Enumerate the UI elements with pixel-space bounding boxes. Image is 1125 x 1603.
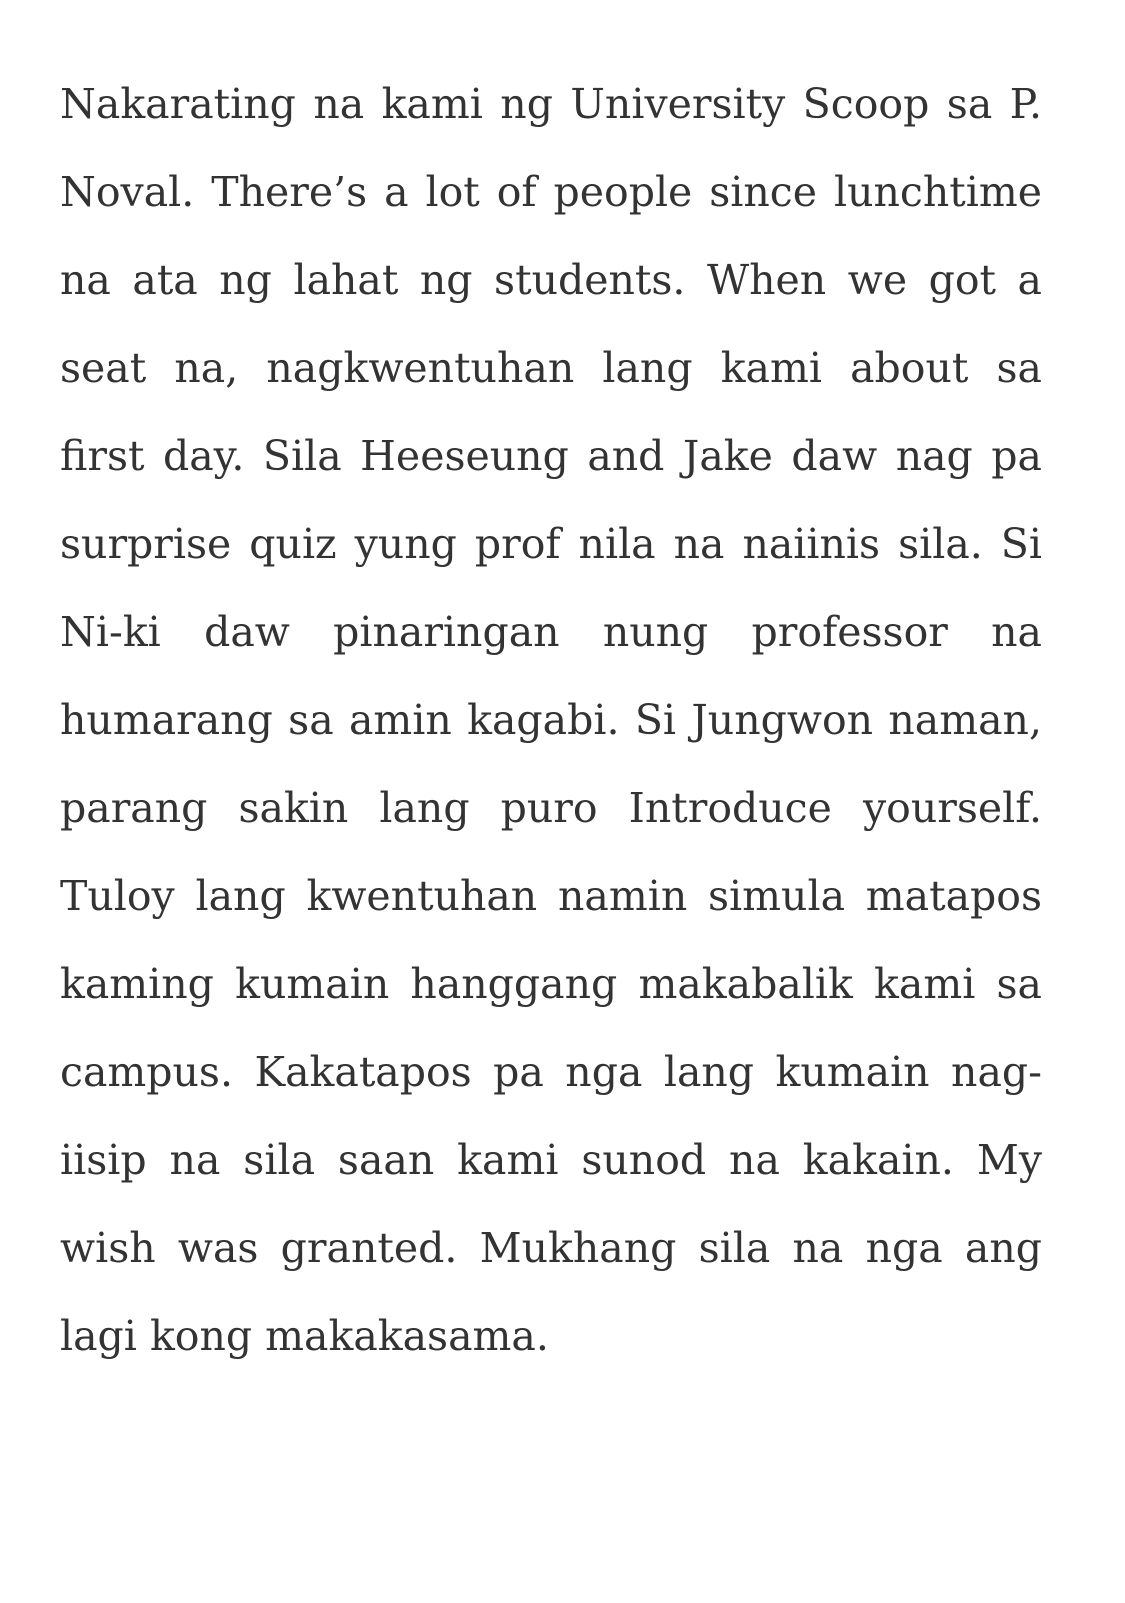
story-paragraph: Nakarating na kami ng University Scoop sa P. Noval. There’s a lot of people since lunchtime na ata ng lahat ng students. When we got a seat na, nagkwentuhan lang kami about sa first day. Sila Heeseung and Jake daw nag pa surprise quiz yung prof nila na naiinis sila. Si Ni-ki daw pinaringan nung professor na humarang sa amin kagabi. Si Jungwon naman, parang sakin lang puro Introduce yourself. Tuloy lang kwentuhan namin simula matapos kaming kumain hanggang makabalik kami sa campus. Kakatapos pa nga lang kumain nag-iisip na sila saan kami sunod na kakain. My wish was granted. Mukhang sila na nga ang lagi kong makakasama. xyxy=(60,80,1042,1360)
